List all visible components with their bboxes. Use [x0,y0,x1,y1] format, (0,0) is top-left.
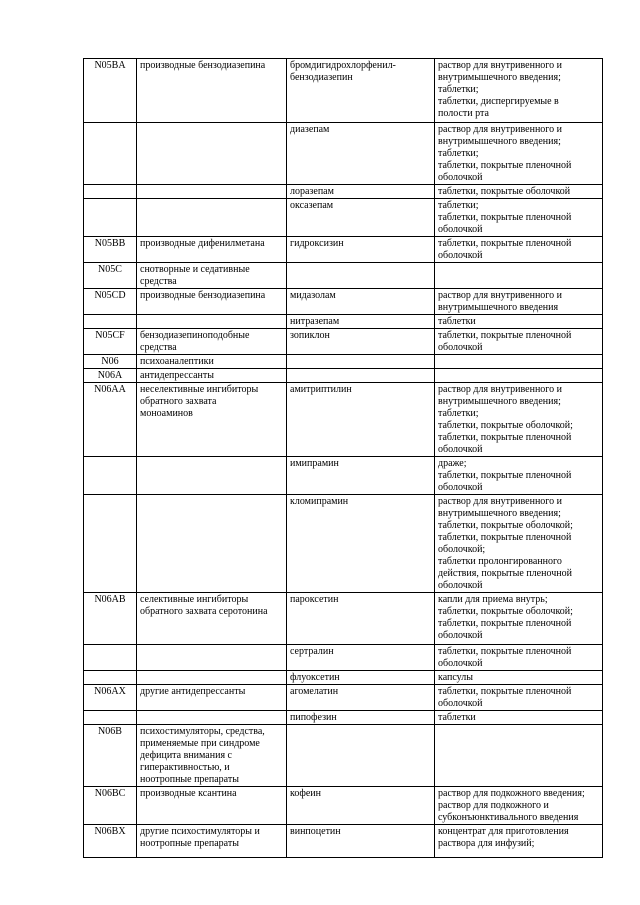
table-row [84,671,603,685]
table-row [84,199,603,237]
drug-name-cell: диазепам [287,123,435,185]
group-name-cell [137,457,287,495]
table-row [84,457,603,495]
group-name-cell: производные ксантина [137,787,287,825]
group-name-cell: бензодиазепиноподобные средства [137,329,287,355]
table-row [84,315,603,329]
drug-name-cell [287,369,435,383]
group-name-cell [137,185,287,199]
atc-code-cell: N06A [84,369,137,383]
atc-code-cell: N06BX [84,825,137,858]
dosage-forms-cell: таблетки [435,315,603,329]
dosage-forms-cell: таблетки, покрытые пленочной оболочкой [435,329,603,355]
dosage-forms-cell: раствор для внутривенного и внутримышечного введения; таблетки; таблетки, диспергируемые в полости рта [435,59,603,123]
dosage-forms-cell: раствор для подкожного введения; раствор для подкожного и субконъюнктивального введения [435,787,603,825]
group-name-cell [137,199,287,237]
drug-name-cell: имипрамин [287,457,435,495]
dosage-forms-cell: таблетки, покрытые оболочкой [435,185,603,199]
dosage-forms-cell: раствор для внутривенного и внутримышечного введения; таблетки; таблетки, покрытые пленочной оболочкой [435,123,603,185]
drug-name-cell [287,263,435,289]
table-row [84,355,603,369]
table-row [84,495,603,593]
table-row [84,123,603,185]
atc-code-cell: N06AB [84,593,137,645]
table-row [84,685,603,711]
drug-name-cell: гидроксизин [287,237,435,263]
atc-code-cell: N06 [84,355,137,369]
atc-code-cell: N05BB [84,237,137,263]
drug-name-cell: винпоцетин [287,825,435,858]
group-name-cell [137,711,287,725]
drug-name-cell: лоразепам [287,185,435,199]
atc-code-cell: N05C [84,263,137,289]
dosage-forms-cell [435,355,603,369]
atc-code-cell [84,671,137,685]
atc-code-cell [84,199,137,237]
dosage-forms-cell: драже; таблетки, покрытые пленочной оболочкой [435,457,603,495]
group-name-cell [137,315,287,329]
table-row [84,185,603,199]
table-body [84,59,603,858]
dosage-forms-cell: таблетки, покрытые пленочной оболочкой [435,645,603,671]
dosage-forms-cell: раствор для внутривенного и внутримышечного введения; таблетки; таблетки, покрытые оболочкой; таблетки, покрытые пленочной оболочкой [435,383,603,457]
drug-name-cell: сертралин [287,645,435,671]
atc-code-cell: N06BC [84,787,137,825]
table-row [84,369,603,383]
atc-code-cell [84,711,137,725]
drug-name-cell: нитразепам [287,315,435,329]
atc-code-cell: N06AA [84,383,137,457]
group-name-cell: антидепрессанты [137,369,287,383]
dosage-forms-cell: таблетки, покрытые пленочной оболочкой [435,685,603,711]
table-row [84,237,603,263]
group-name-cell [137,123,287,185]
drug-name-cell: кломипрамин [287,495,435,593]
dosage-forms-cell [435,263,603,289]
drug-name-cell: бромдигидрохлорфенил- бензодиазепин [287,59,435,123]
atc-code-cell: N05CD [84,289,137,315]
table-row [84,787,603,825]
group-name-cell: психостимуляторы, средства, применяемые при синдроме дефицита внимания с гиперактивностью, и ноотропные препараты [137,725,287,787]
drug-name-cell: мидазолам [287,289,435,315]
dosage-forms-cell: таблетки, покрытые пленочной оболочкой [435,237,603,263]
dosage-forms-cell [435,725,603,787]
dosage-forms-cell: таблетки; таблетки, покрытые пленочной оболочкой [435,199,603,237]
table-row [84,711,603,725]
group-name-cell: неселективные ингибиторы обратного захвата моноаминов [137,383,287,457]
table-row [84,645,603,671]
drug-name-cell: оксазепам [287,199,435,237]
atc-code-cell: N06B [84,725,137,787]
dosage-forms-cell [435,369,603,383]
table-row [84,263,603,289]
group-name-cell: другие антидепрессанты [137,685,287,711]
table-row [84,383,603,457]
atc-code-cell [84,457,137,495]
dosage-forms-cell: концентрат для приготовления раствора для инфузий; [435,825,603,858]
atc-code-cell [84,123,137,185]
group-name-cell [137,645,287,671]
table-row [84,725,603,787]
table-row [84,593,603,645]
dosage-forms-cell: раствор для внутривенного и внутримышечного введения [435,289,603,315]
drug-classification-table [83,58,603,858]
table-row [84,289,603,315]
table-row [84,329,603,355]
dosage-forms-cell: капли для приема внутрь; таблетки, покрытые оболочкой; таблетки, покрытые пленочной оболочкой [435,593,603,645]
dosage-forms-cell: капсулы [435,671,603,685]
drug-name-cell: зопиклон [287,329,435,355]
table-row [84,825,603,858]
table-row [84,59,603,123]
group-name-cell: другие психостимуляторы и ноотропные препараты [137,825,287,858]
drug-name-cell [287,725,435,787]
drug-name-cell: пипофезин [287,711,435,725]
dosage-forms-cell: раствор для внутривенного и внутримышечного введения; таблетки, покрытые оболочкой; таблетки, покрытые пленочной оболочкой; таблетки пролонгированного действия, покрытые пленочной оболочкой [435,495,603,593]
group-name-cell: производные бензодиазепина [137,59,287,123]
drug-name-cell: флуоксетин [287,671,435,685]
group-name-cell: производные дифенилметана [137,237,287,263]
group-name-cell: психоаналептики [137,355,287,369]
drug-name-cell [287,355,435,369]
drug-name-cell: пароксетин [287,593,435,645]
drug-name-cell: кофеин [287,787,435,825]
group-name-cell [137,671,287,685]
group-name-cell: производные бензодиазепина [137,289,287,315]
atc-code-cell [84,315,137,329]
group-name-cell [137,495,287,593]
atc-code-cell: N06AX [84,685,137,711]
atc-code-cell [84,495,137,593]
atc-code-cell [84,185,137,199]
atc-code-cell: N05BA [84,59,137,123]
atc-code-cell [84,645,137,671]
drug-name-cell: агомелатин [287,685,435,711]
atc-code-cell: N05CF [84,329,137,355]
drug-name-cell: амитриптилин [287,383,435,457]
group-name-cell: селективные ингибиторы обратного захвата серотонина [137,593,287,645]
group-name-cell: снотворные и седативные средства [137,263,287,289]
dosage-forms-cell: таблетки [435,711,603,725]
